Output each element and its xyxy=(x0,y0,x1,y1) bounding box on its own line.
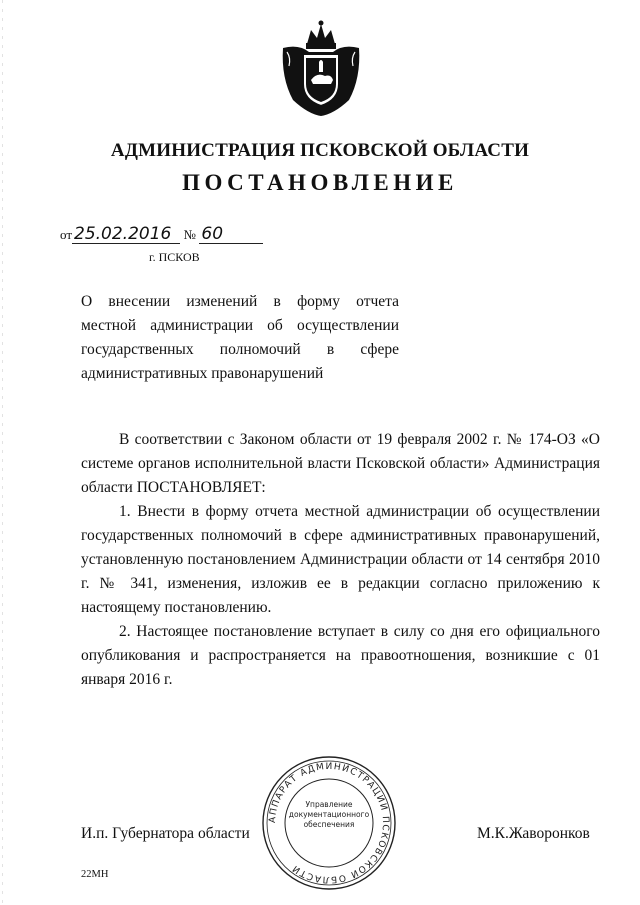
document-code: 22МН xyxy=(81,869,109,880)
preamble-paragraph: В соответствии с Законом области от 19 февраля 2002 г. № 174-ОЗ «О системе органов исполнительной власти Псковской области» Администрация области ПОСТАНОВЛЯЕТ: xyxy=(81,431,600,496)
stamp-center-text: Управление документационного обеспечения xyxy=(288,800,370,829)
date-prefix: от xyxy=(60,227,73,242)
document-type-title: ПОСТАНОВЛЕНИЕ xyxy=(182,170,458,195)
signatory-name: М.К.Жаворонков xyxy=(477,825,590,842)
subject-line: местной администрации об осуществлении xyxy=(81,317,399,334)
signatory-position: И.п. Губернатора области xyxy=(81,825,250,842)
item-1-paragraph: 1. Внести в форму отчета местной администрации об осуществлении государственных полномочий в сфере административных правонарушений, установленную постановлением Администрации области от 14 сентября 2010 г. № 341, изменения, изложив ее в редакции согласно приложению к настоящему постановлению. xyxy=(81,503,600,616)
handwritten-number: 60 xyxy=(199,225,263,244)
stamp-ring-text: АППАРАТ АДМИНИСТРАЦИИ ПСКОВСКОЙ ОБЛАСТИ xyxy=(267,761,391,885)
document-subject xyxy=(81,290,399,386)
organization-title: АДМИНИСТРАЦИЯ ПСКОВСКОЙ ОБЛАСТИ xyxy=(110,140,530,161)
subject-line: административных правонарушений xyxy=(81,365,324,382)
subject-line: государственных полномочий в сфере xyxy=(81,341,399,358)
city-label: г. ПСКОВ xyxy=(149,250,200,264)
subject-line: О внесении изменений в форму отчета xyxy=(81,293,399,310)
number-prefix: № xyxy=(183,227,196,242)
scan-edge xyxy=(2,0,3,905)
date-number-line xyxy=(60,225,263,244)
handwritten-date: 25.02.2016 xyxy=(72,225,180,244)
document-body xyxy=(81,428,600,692)
item-2-paragraph: 2. Настоящее постановление вступает в силу со дня его официального опубликования и распространяется на правоотношения, возникшие с 01 января 2016 г. xyxy=(81,623,600,688)
coat-of-arms-emblem xyxy=(273,18,369,118)
